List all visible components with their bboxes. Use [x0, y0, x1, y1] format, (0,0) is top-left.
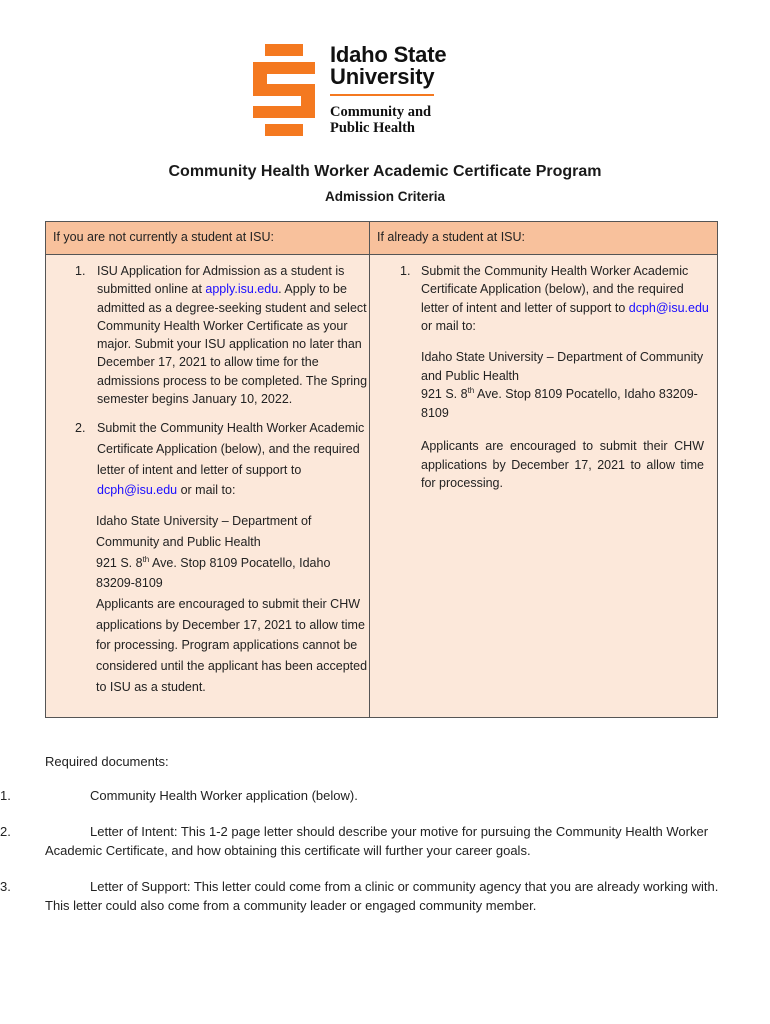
- item-text: . Apply to be admitted as a degree-seeking student and select Community Health Worker Certificate as your major. Submit your ISU application no later than December 17, 2021 to allow time for the admissions process to be completed. The Spring semester begins January 10, 2022.: [97, 282, 368, 407]
- header-not-student: If you are not currently a student at ISU:: [53, 230, 274, 244]
- item-text: or mail to:: [177, 483, 236, 498]
- item-text: Submit the Community Health Worker Academic Certificate Application (below), and the required letter of intent and letter of support to: [421, 264, 689, 315]
- page-title: Community Health Worker Academic Certificate Program: [168, 163, 602, 180]
- required-documents: [0, 754, 725, 932]
- application-note: Applicants are encouraged to submit their CHW applications by December 17, 2021 to allow time for processing. Program applications cannot be considered until the applicant has been accepted to ISU as a student.: [96, 597, 368, 694]
- list-item: [0, 877, 725, 916]
- isu-monogram-icon: [253, 44, 315, 136]
- list-item: [370, 262, 710, 335]
- address-line: Idaho State University – Department of Community and Public Health: [96, 514, 312, 549]
- logo-wordmark: [330, 44, 446, 136]
- logo-divider: [330, 94, 434, 96]
- address-line: 921 S. 8th Ave. Stop 8109 Pocatello, Idaho 83209-8109: [96, 554, 331, 591]
- address-line: 921 S. 8th Ave. Stop 8109 Pocatello, Idaho 83209-8109: [421, 386, 698, 420]
- item-number: 2.: [0, 823, 11, 839]
- item-number: 3.: [0, 878, 11, 894]
- item-text: Letter of Intent: This 1-2 page letter should describe your motive for pursuing the Community Health Worker Academic Certificate, and how obtaining this certificate will further your career goals.: [45, 823, 709, 858]
- item-text: Community Health Worker application (below).: [90, 788, 358, 803]
- isu-logo: [253, 44, 513, 140]
- list-item: [0, 786, 725, 806]
- item-number: 1.: [400, 264, 411, 278]
- table-header-row: [46, 222, 717, 255]
- list-item: [0, 822, 725, 861]
- apply-link[interactable]: apply.isu.edu: [205, 282, 279, 297]
- address-line: Idaho State University – Department of Community and Public Health: [421, 350, 704, 383]
- item-number: 1.: [0, 788, 11, 803]
- email-link[interactable]: dcph@isu.edu: [97, 483, 178, 498]
- item-text: or mail to:: [421, 318, 476, 333]
- admission-criteria-table: [45, 221, 718, 718]
- item-text: ISU Application for Admission as a student is submitted online at: [97, 264, 345, 297]
- required-documents-heading: Required documents:: [45, 754, 169, 769]
- item-number: 2.: [75, 421, 86, 436]
- not-student-cell: [46, 262, 369, 698]
- mailing-address: [46, 511, 369, 697]
- item-text: Submit the Community Health Worker Academic Certificate Application (below), and the required letter of intent and letter of support to: [97, 421, 365, 477]
- email-link[interactable]: dcph@isu.edu: [628, 300, 709, 315]
- current-student-cell: [370, 262, 710, 493]
- university-name-line1: Idaho State: [330, 42, 447, 67]
- university-name-line2: University: [330, 64, 435, 89]
- list-item: [46, 418, 369, 501]
- application-note: Applicants are encouraged to submit their CHW applications by December 17, 2021 to allow time for processing.: [421, 439, 704, 491]
- page-subtitle: Admission Criteria: [324, 189, 446, 204]
- department-name-line2: Public Health: [330, 119, 415, 136]
- item-number: 1.: [75, 264, 86, 278]
- header-current-student: If already a student at ISU:: [377, 230, 525, 244]
- mailing-address: [370, 348, 710, 422]
- list-item: [46, 262, 369, 408]
- department-name-line1: Community and: [330, 103, 432, 120]
- item-text: Letter of Support: This letter could come from a clinic or community agency that you are already working with. This letter could also come from a community leader or engaged community member.: [45, 878, 719, 913]
